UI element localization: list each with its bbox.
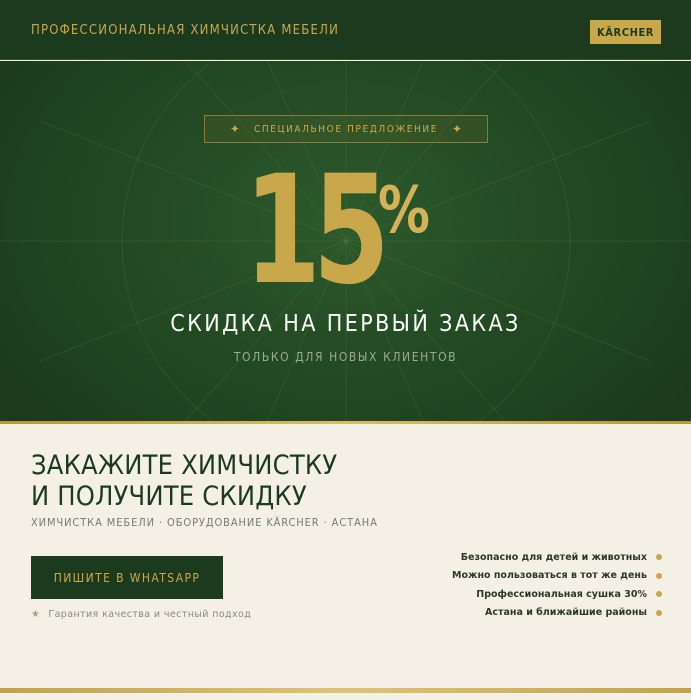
bullet-dot-icon [656, 591, 662, 597]
services-line: ХИМЧИСТКА МЕБЕЛИ · ОБОРУДОВАНИЕ KÄRCHER · АСТАНА [31, 516, 378, 529]
feature-item [452, 548, 662, 567]
bullet-dot-icon [656, 573, 662, 579]
whatsapp-button[interactable]: ПИШИТЕ В WHATSAPP [31, 556, 223, 599]
feature-text: Безопасно для детей и животных [460, 551, 647, 563]
discount-unit: % [378, 174, 430, 248]
feature-item [452, 604, 662, 623]
hero-banner [0, 61, 691, 423]
cta-heading-line2: И ПОЛУЧИТЕ СКИДКУ [31, 481, 307, 512]
star-icon: ★ [31, 609, 41, 620]
special-offer-label: СПЕЦИАЛЬНОЕ ПРЕДЛОЖЕНИЕ [253, 123, 439, 135]
discount-value: 15 [244, 144, 382, 318]
feature-text: Астана и ближайшие районы [485, 607, 647, 619]
feature-item [452, 567, 662, 586]
top-header [0, 0, 691, 60]
discount-caption: СКИДКА НА ПЕРВЫЙ ЗАКАЗ [170, 311, 521, 337]
karcher-badge: KÄRCHER [590, 20, 661, 44]
cta-heading [31, 450, 337, 512]
sparkle-star-icon: ✦ [229, 122, 240, 136]
feature-text: Можно пользоваться в тот же день [452, 570, 647, 582]
feature-text: Профессиональная сушка 30% [476, 588, 647, 600]
gold-divider [0, 421, 691, 424]
special-offer-tag [204, 115, 488, 143]
sparkle-star-icon: ✦ [452, 122, 463, 136]
bullet-dot-icon [656, 554, 662, 560]
cta-heading-line1: ЗАКАЖИТЕ ХИМЧИСТКУ [31, 450, 338, 481]
feature-item [452, 585, 662, 604]
guarantee-text: Гарантия качества и честный подход [48, 609, 252, 620]
features-list [452, 548, 662, 622]
guarantee-note [31, 609, 251, 620]
brand-title: ПРОФЕССИОНАЛЬНАЯ ХИМЧИСТКА МЕБЕЛИ [31, 23, 340, 38]
gold-footer-line [0, 688, 691, 693]
bullet-dot-icon [656, 610, 662, 616]
discount-subcaption: ТОЛЬКО ДЛЯ НОВЫХ КЛИЕНТОВ [233, 350, 458, 364]
